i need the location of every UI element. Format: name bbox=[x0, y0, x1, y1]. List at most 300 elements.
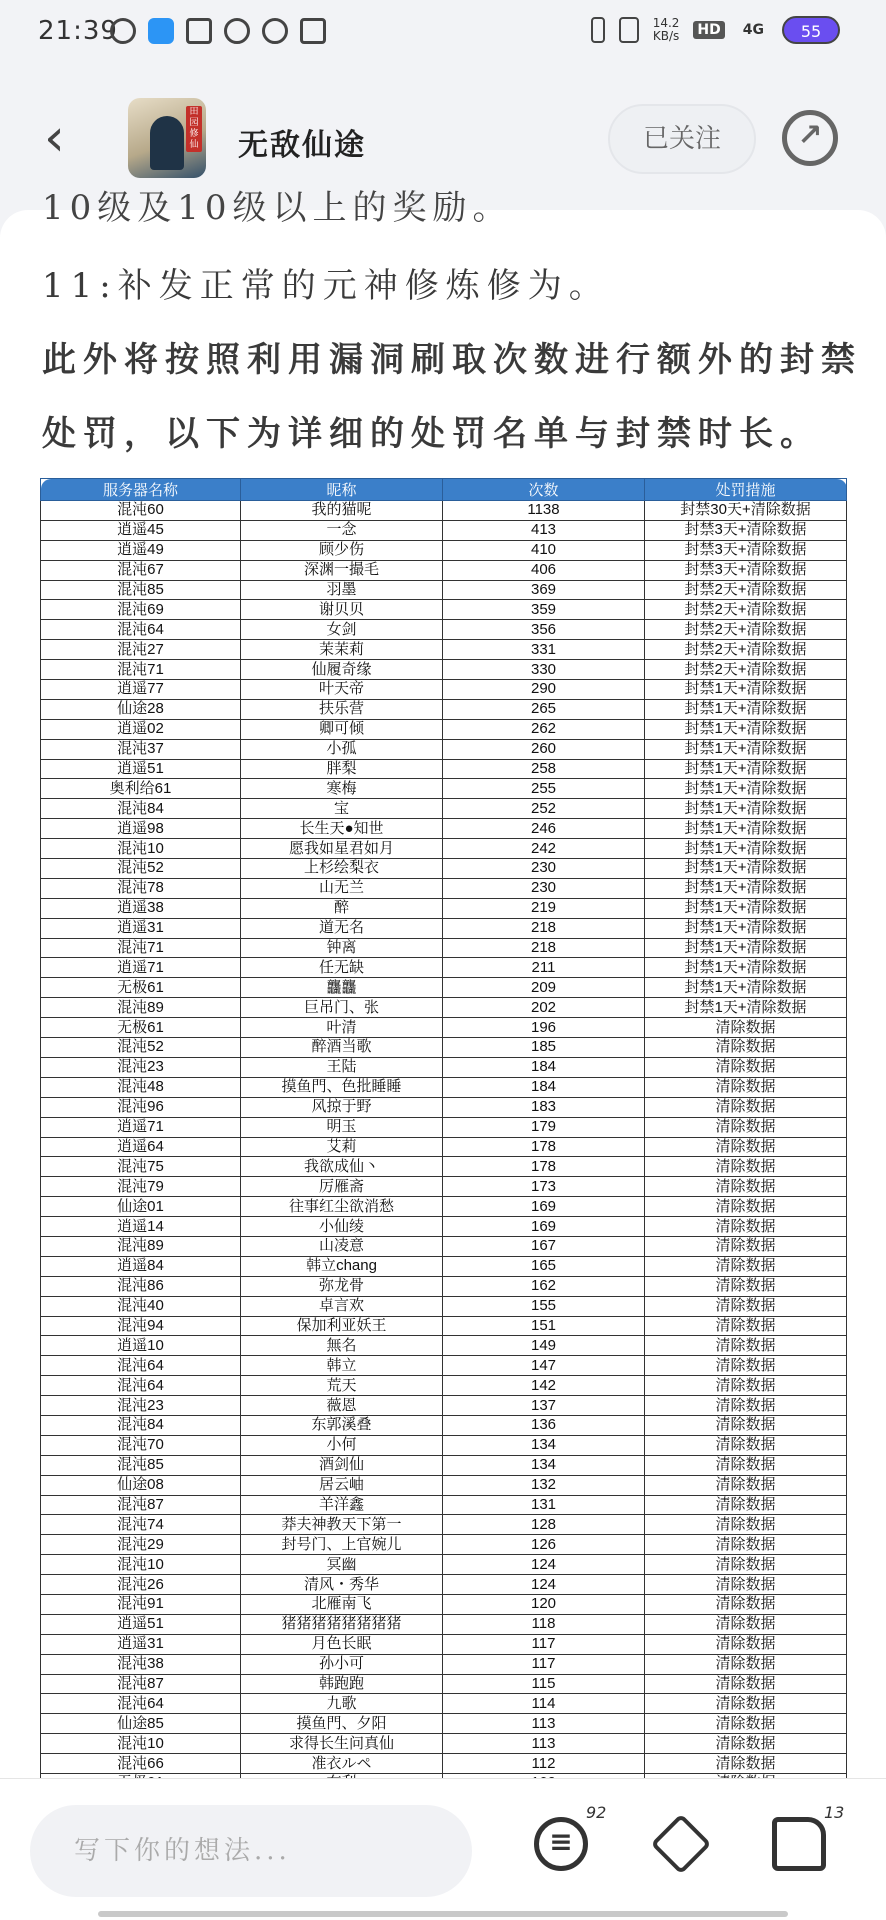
table-row bbox=[41, 1734, 847, 1754]
table-row bbox=[41, 699, 847, 719]
table-cell: 清除数据 bbox=[645, 1396, 847, 1416]
table-cell: 龘龘 bbox=[241, 978, 443, 998]
table-row bbox=[41, 1137, 847, 1157]
table-row bbox=[41, 1515, 847, 1535]
table-cell: 178 bbox=[443, 1137, 645, 1157]
status-bar bbox=[0, 0, 886, 70]
table-row bbox=[41, 1654, 847, 1674]
table-cell: 清除数据 bbox=[645, 1515, 847, 1535]
table-cell: 混沌89 bbox=[41, 1236, 241, 1256]
table-row bbox=[41, 1714, 847, 1734]
table-cell: 封禁30天+清除数据 bbox=[645, 501, 847, 521]
table-cell: 上杉绘梨衣 bbox=[241, 859, 443, 879]
table-row bbox=[41, 878, 847, 898]
table-cell: 清除数据 bbox=[645, 1157, 847, 1177]
table-body bbox=[41, 501, 847, 1794]
table-cell: 清除数据 bbox=[645, 1256, 847, 1276]
table-row bbox=[41, 938, 847, 958]
table-cell: 202 bbox=[443, 998, 645, 1018]
back-button[interactable] bbox=[44, 108, 84, 168]
table-cell: 356 bbox=[443, 620, 645, 640]
table-cell: 混沌71 bbox=[41, 660, 241, 680]
table-cell: 封禁3天+清除数据 bbox=[645, 560, 847, 580]
table-cell: 混沌69 bbox=[41, 600, 241, 620]
table-row bbox=[41, 779, 847, 799]
table-row bbox=[41, 1157, 847, 1177]
table-row bbox=[41, 1396, 847, 1416]
table-cell: 清除数据 bbox=[645, 1316, 847, 1336]
table-cell: 长生天●知世 bbox=[241, 819, 443, 839]
table-cell: 仙途85 bbox=[41, 1714, 241, 1734]
table-row bbox=[41, 1634, 847, 1654]
table-cell: 清除数据 bbox=[645, 1018, 847, 1038]
table-cell: 顾少伤 bbox=[241, 540, 443, 560]
table-cell: 134 bbox=[443, 1435, 645, 1455]
table-cell: 逍遥31 bbox=[41, 1634, 241, 1654]
table-cell: 叶天帝 bbox=[241, 680, 443, 700]
table-cell: 219 bbox=[443, 898, 645, 918]
table-cell: 醉 bbox=[241, 898, 443, 918]
table-cell: 218 bbox=[443, 938, 645, 958]
notification-icons bbox=[110, 18, 326, 44]
table-cell: 奥利给61 bbox=[41, 779, 241, 799]
table-row bbox=[41, 1097, 847, 1117]
table-row bbox=[41, 1535, 847, 1555]
table-cell: 羽墨 bbox=[241, 580, 443, 600]
penalty-table-image[interactable] bbox=[40, 478, 846, 1794]
table-cell: 混沌70 bbox=[41, 1435, 241, 1455]
table-cell: 255 bbox=[443, 779, 645, 799]
table-cell: 摸鱼門、夕阳 bbox=[241, 1714, 443, 1734]
table-cell: 混沌85 bbox=[41, 1455, 241, 1475]
table-cell: 410 bbox=[443, 540, 645, 560]
table-cell: 清除数据 bbox=[645, 1654, 847, 1674]
table-cell: 混沌10 bbox=[41, 1555, 241, 1575]
table-cell: 明玉 bbox=[241, 1117, 443, 1137]
home-indicator[interactable] bbox=[98, 1911, 788, 1917]
table-cell: 混沌79 bbox=[41, 1177, 241, 1197]
table-cell: 逍遥31 bbox=[41, 918, 241, 938]
table-row bbox=[41, 1694, 847, 1714]
table-cell: 209 bbox=[443, 978, 645, 998]
table-cell: 小孤 bbox=[241, 739, 443, 759]
table-cell: 136 bbox=[443, 1415, 645, 1435]
table-row bbox=[41, 1594, 847, 1614]
table-cell: 清除数据 bbox=[645, 1117, 847, 1137]
table-row bbox=[41, 1614, 847, 1634]
table-cell: 清除数据 bbox=[645, 1376, 847, 1396]
comment-icon: ≡ bbox=[534, 1817, 588, 1871]
table-cell: 清除数据 bbox=[645, 1415, 847, 1435]
table-header-row bbox=[41, 479, 847, 501]
table-cell: 月色长眠 bbox=[241, 1634, 443, 1654]
table-cell: 醉酒当歌 bbox=[241, 1038, 443, 1058]
table-cell: 124 bbox=[443, 1575, 645, 1595]
article-line-partial: 10级及10级以上的奖励。 bbox=[42, 188, 513, 228]
table-cell: 252 bbox=[443, 799, 645, 819]
table-cell: 246 bbox=[443, 819, 645, 839]
table-cell: 清除数据 bbox=[645, 1634, 847, 1654]
table-cell: 413 bbox=[443, 520, 645, 540]
table-row bbox=[41, 1018, 847, 1038]
table-cell: 逍遥10 bbox=[41, 1336, 241, 1356]
table-cell: 混沌67 bbox=[41, 560, 241, 580]
network-speed: 14.2 KB/s bbox=[652, 16, 680, 43]
table-cell: 无极61 bbox=[41, 978, 241, 998]
table-cell: 居云岫 bbox=[241, 1475, 443, 1495]
table-cell: 孙小可 bbox=[241, 1654, 443, 1674]
table-row bbox=[41, 1236, 847, 1256]
table-cell: 清除数据 bbox=[645, 1535, 847, 1555]
table-cell: 清除数据 bbox=[645, 1754, 847, 1774]
table-row bbox=[41, 1117, 847, 1137]
table-cell: 清除数据 bbox=[645, 1575, 847, 1595]
penalty-table bbox=[40, 478, 847, 1794]
table-row bbox=[41, 560, 847, 580]
table-cell: 我欲成仙丶 bbox=[241, 1157, 443, 1177]
table-cell: 谢贝贝 bbox=[241, 600, 443, 620]
table-cell: 封禁1天+清除数据 bbox=[645, 699, 847, 719]
table-cell: 清除数据 bbox=[645, 1137, 847, 1157]
table-cell: 清除数据 bbox=[645, 1336, 847, 1356]
table-cell: 一念 bbox=[241, 520, 443, 540]
table-cell: 混沌64 bbox=[41, 1694, 241, 1714]
table-cell: 112 bbox=[443, 1754, 645, 1774]
table-cell: 东郭溪叠 bbox=[241, 1415, 443, 1435]
like-count: 13 bbox=[824, 1803, 845, 1822]
table-cell: 封禁1天+清除数据 bbox=[645, 898, 847, 918]
table-row bbox=[41, 540, 847, 560]
table-row bbox=[41, 1316, 847, 1336]
table-cell: 混沌37 bbox=[41, 739, 241, 759]
table-cell: 逍遥77 bbox=[41, 680, 241, 700]
table-cell: 摸鱼門、色批睡睡 bbox=[241, 1077, 443, 1097]
table-cell: 清除数据 bbox=[645, 1475, 847, 1495]
table-cell: 113 bbox=[443, 1714, 645, 1734]
app-name[interactable]: 无敌仙途 bbox=[238, 128, 366, 163]
table-cell: 混沌38 bbox=[41, 1654, 241, 1674]
comment-button[interactable] bbox=[534, 1803, 607, 1873]
table-cell: 134 bbox=[443, 1455, 645, 1475]
table-cell: 混沌52 bbox=[41, 859, 241, 879]
table-cell: 女剑 bbox=[241, 620, 443, 640]
table-cell: 求得长生问真仙 bbox=[241, 1734, 443, 1754]
table-cell: 混沌64 bbox=[41, 620, 241, 640]
table-cell: 混沌86 bbox=[41, 1276, 241, 1296]
table-row bbox=[41, 1197, 847, 1217]
chevron-left-icon: ‹ bbox=[44, 108, 65, 168]
table-header-cell: 昵称 bbox=[241, 479, 443, 501]
follow-button[interactable]: 已关注 bbox=[608, 104, 756, 174]
table-cell: 114 bbox=[443, 1694, 645, 1714]
table-cell: 叶清 bbox=[241, 1018, 443, 1038]
table-cell: 逍遥71 bbox=[41, 958, 241, 978]
logo-figure bbox=[150, 116, 184, 170]
table-cell: 混沌84 bbox=[41, 799, 241, 819]
alipay-icon bbox=[186, 18, 212, 44]
table-row bbox=[41, 1435, 847, 1455]
table-row bbox=[41, 978, 847, 998]
table-cell: 331 bbox=[443, 640, 645, 660]
table-cell: 混沌89 bbox=[41, 998, 241, 1018]
table-cell: 131 bbox=[443, 1495, 645, 1515]
table-row bbox=[41, 1674, 847, 1694]
table-cell: 混沌10 bbox=[41, 1734, 241, 1754]
table-cell: 混沌64 bbox=[41, 1356, 241, 1376]
table-cell: 封禁1天+清除数据 bbox=[645, 739, 847, 759]
table-row bbox=[41, 640, 847, 660]
table-cell: 封禁3天+清除数据 bbox=[645, 520, 847, 540]
table-cell: 逍遥49 bbox=[41, 540, 241, 560]
table-row bbox=[41, 680, 847, 700]
table-cell: 逍遥51 bbox=[41, 1614, 241, 1634]
table-cell: 清除数据 bbox=[645, 1495, 847, 1515]
table-cell: 126 bbox=[443, 1535, 645, 1555]
table-cell: 封禁1天+清除数据 bbox=[645, 719, 847, 739]
table-cell: 184 bbox=[443, 1077, 645, 1097]
table-cell: 混沌84 bbox=[41, 1415, 241, 1435]
table-cell: 無名 bbox=[241, 1336, 443, 1356]
table-cell: 逍遥38 bbox=[41, 898, 241, 918]
table-cell: 卓言欢 bbox=[241, 1296, 443, 1316]
table-cell: 混沌94 bbox=[41, 1316, 241, 1336]
table-cell: 茉茉莉 bbox=[241, 640, 443, 660]
logo-badge: 田园修仙 bbox=[186, 106, 202, 152]
table-row bbox=[41, 1256, 847, 1276]
table-cell: 封禁1天+清除数据 bbox=[645, 759, 847, 779]
table-row bbox=[41, 719, 847, 739]
bottom-action-bar bbox=[0, 1778, 886, 1920]
table-cell: 混沌71 bbox=[41, 938, 241, 958]
status-time: 21:39 bbox=[38, 16, 118, 46]
table-cell: 262 bbox=[443, 719, 645, 739]
table-cell: 清除数据 bbox=[645, 1038, 847, 1058]
table-cell: 封禁2天+清除数据 bbox=[645, 660, 847, 680]
table-cell: 荒天 bbox=[241, 1376, 443, 1396]
table-row bbox=[41, 1376, 847, 1396]
table-cell: 仙途08 bbox=[41, 1475, 241, 1495]
vibrate-icon bbox=[619, 17, 639, 43]
table-cell: 混沌74 bbox=[41, 1515, 241, 1535]
table-row bbox=[41, 759, 847, 779]
table-cell: 混沌52 bbox=[41, 1038, 241, 1058]
table-cell: 169 bbox=[443, 1197, 645, 1217]
table-row bbox=[41, 1177, 847, 1197]
table-cell: 混沌85 bbox=[41, 580, 241, 600]
table-row bbox=[41, 1555, 847, 1575]
table-cell: 仙履奇缘 bbox=[241, 660, 443, 680]
table-cell: 山无兰 bbox=[241, 878, 443, 898]
table-cell: 封禁1天+清除数据 bbox=[645, 859, 847, 879]
table-cell: 混沌60 bbox=[41, 501, 241, 521]
table-cell: 113 bbox=[443, 1734, 645, 1754]
table-row bbox=[41, 1575, 847, 1595]
table-row bbox=[41, 1356, 847, 1376]
comment-count: 92 bbox=[586, 1803, 607, 1822]
table-cell: 封禁1天+清除数据 bbox=[645, 938, 847, 958]
table-row bbox=[41, 1495, 847, 1515]
table-cell: 183 bbox=[443, 1097, 645, 1117]
signal-icon: 4G bbox=[742, 22, 764, 38]
table-cell: 封禁1天+清除数据 bbox=[645, 998, 847, 1018]
table-cell: 封禁2天+清除数据 bbox=[645, 580, 847, 600]
table-cell: 逍遥45 bbox=[41, 520, 241, 540]
table-cell: 260 bbox=[443, 739, 645, 759]
table-row bbox=[41, 1057, 847, 1077]
table-cell: 往事红尘欲消愁 bbox=[241, 1197, 443, 1217]
table-cell: 封禁1天+清除数据 bbox=[645, 680, 847, 700]
table-cell: 清除数据 bbox=[645, 1455, 847, 1475]
table-row bbox=[41, 1276, 847, 1296]
article-line: 处罚，以下为详细的处罚名单与封禁时长。 bbox=[42, 414, 821, 454]
table-cell: 混沌64 bbox=[41, 1376, 241, 1396]
table-cell: 清除数据 bbox=[645, 1077, 847, 1097]
table-cell: 韩立 bbox=[241, 1356, 443, 1376]
table-row bbox=[41, 580, 847, 600]
table-cell: 仙途28 bbox=[41, 699, 241, 719]
table-cell: 封禁1天+清除数据 bbox=[645, 978, 847, 998]
share-icon: ↗ bbox=[797, 118, 823, 153]
table-cell: 保加利亚妖王 bbox=[241, 1316, 443, 1336]
table-row bbox=[41, 1415, 847, 1435]
table-cell: 清除数据 bbox=[645, 1356, 847, 1376]
table-cell: 242 bbox=[443, 839, 645, 859]
table-cell: 封禁1天+清除数据 bbox=[645, 878, 847, 898]
table-cell: 265 bbox=[443, 699, 645, 719]
table-cell: 117 bbox=[443, 1634, 645, 1654]
table-cell: 162 bbox=[443, 1276, 645, 1296]
table-cell: 124 bbox=[443, 1555, 645, 1575]
app-notification-icon bbox=[110, 18, 136, 44]
table-cell: 清除数据 bbox=[645, 1614, 847, 1634]
table-cell: 149 bbox=[443, 1336, 645, 1356]
hd-icon: HD bbox=[693, 21, 724, 39]
table-cell: 逍遥98 bbox=[41, 819, 241, 839]
table-cell: 混沌40 bbox=[41, 1296, 241, 1316]
comment-input[interactable]: 写下你的想法... bbox=[30, 1805, 472, 1897]
table-cell: 我的猫呢 bbox=[241, 501, 443, 521]
table-cell: 扶乐营 bbox=[241, 699, 443, 719]
table-cell: 封禁2天+清除数据 bbox=[645, 640, 847, 660]
table-cell: 逍遥51 bbox=[41, 759, 241, 779]
table-row bbox=[41, 1455, 847, 1475]
table-cell: 169 bbox=[443, 1217, 645, 1237]
table-cell: 逍遥84 bbox=[41, 1256, 241, 1276]
table-row bbox=[41, 1754, 847, 1774]
table-cell: 290 bbox=[443, 680, 645, 700]
table-cell: 230 bbox=[443, 878, 645, 898]
table-row bbox=[41, 739, 847, 759]
like-button[interactable] bbox=[772, 1803, 845, 1873]
table-cell: 清除数据 bbox=[645, 1694, 847, 1714]
table-cell: 196 bbox=[443, 1018, 645, 1038]
table-cell: 330 bbox=[443, 660, 645, 680]
table-cell: 清除数据 bbox=[645, 1217, 847, 1237]
table-row bbox=[41, 1077, 847, 1097]
share-button[interactable] bbox=[782, 110, 838, 166]
table-cell: 155 bbox=[443, 1296, 645, 1316]
table-cell: 165 bbox=[443, 1256, 645, 1276]
table-cell: 愿我如星君如月 bbox=[241, 839, 443, 859]
table-row bbox=[41, 1336, 847, 1356]
table-cell: 韩立chang bbox=[241, 1256, 443, 1276]
table-cell: 混沌75 bbox=[41, 1157, 241, 1177]
table-cell: 寒梅 bbox=[241, 779, 443, 799]
table-cell: 清除数据 bbox=[645, 1594, 847, 1614]
table-cell: 184 bbox=[443, 1057, 645, 1077]
table-cell: 九歌 bbox=[241, 1694, 443, 1714]
table-header-cell: 服务器名称 bbox=[41, 479, 241, 501]
qq-icon bbox=[148, 18, 174, 44]
table-cell: 359 bbox=[443, 600, 645, 620]
table-cell: 封禁1天+清除数据 bbox=[645, 819, 847, 839]
table-cell: 1138 bbox=[443, 501, 645, 521]
table-cell: 清除数据 bbox=[645, 1714, 847, 1734]
table-row bbox=[41, 620, 847, 640]
table-cell: 猪猪猪猪猪猪猪猪 bbox=[241, 1614, 443, 1634]
table-row bbox=[41, 918, 847, 938]
table-cell: 准衣ルペ bbox=[241, 1754, 443, 1774]
app-logo[interactable] bbox=[128, 98, 206, 178]
thumbs-up-icon bbox=[772, 1817, 826, 1871]
table-cell: 封禁1天+清除数据 bbox=[645, 779, 847, 799]
table-cell: 逍遥71 bbox=[41, 1117, 241, 1137]
table-cell: 巨吊门、张 bbox=[241, 998, 443, 1018]
table-cell: 混沌10 bbox=[41, 839, 241, 859]
table-cell: 清除数据 bbox=[645, 1734, 847, 1754]
table-cell: 道无名 bbox=[241, 918, 443, 938]
table-cell: 混沌66 bbox=[41, 1754, 241, 1774]
table-row bbox=[41, 1296, 847, 1316]
table-cell: 钟离 bbox=[241, 938, 443, 958]
article-content[interactable] bbox=[0, 188, 886, 1778]
table-row bbox=[41, 1038, 847, 1058]
table-cell: 任无缺 bbox=[241, 958, 443, 978]
heart-icon bbox=[224, 18, 250, 44]
table-cell: 混沌29 bbox=[41, 1535, 241, 1555]
table-cell: 逍遥02 bbox=[41, 719, 241, 739]
table-row bbox=[41, 1475, 847, 1495]
table-row bbox=[41, 520, 847, 540]
table-cell: 132 bbox=[443, 1475, 645, 1495]
table-cell: 258 bbox=[443, 759, 645, 779]
table-cell: 冥幽 bbox=[241, 1555, 443, 1575]
table-cell: 混沌48 bbox=[41, 1077, 241, 1097]
table-cell: 137 bbox=[443, 1396, 645, 1416]
table-header-cell: 处罚措施 bbox=[645, 479, 847, 501]
table-cell: 小何 bbox=[241, 1435, 443, 1455]
favorite-button[interactable] bbox=[654, 1817, 710, 1873]
table-row bbox=[41, 799, 847, 819]
table-row bbox=[41, 819, 847, 839]
table-cell: 117 bbox=[443, 1654, 645, 1674]
table-cell: 卿可倾 bbox=[241, 719, 443, 739]
table-cell: 宝 bbox=[241, 799, 443, 819]
table-cell: 185 bbox=[443, 1038, 645, 1058]
table-cell: 211 bbox=[443, 958, 645, 978]
table-cell: 封禁2天+清除数据 bbox=[645, 600, 847, 620]
table-cell: 清除数据 bbox=[645, 1296, 847, 1316]
table-cell: 清除数据 bbox=[645, 1177, 847, 1197]
article-line: 11:补发正常的元神修炼修为。 bbox=[42, 266, 610, 306]
table-cell: 混沌23 bbox=[41, 1396, 241, 1416]
book-icon bbox=[300, 18, 326, 44]
table-cell: 北雁南飞 bbox=[241, 1594, 443, 1614]
table-cell: 混沌27 bbox=[41, 640, 241, 660]
table-row bbox=[41, 859, 847, 879]
table-cell: 封禁1天+清除数据 bbox=[645, 839, 847, 859]
table-cell: 115 bbox=[443, 1674, 645, 1694]
